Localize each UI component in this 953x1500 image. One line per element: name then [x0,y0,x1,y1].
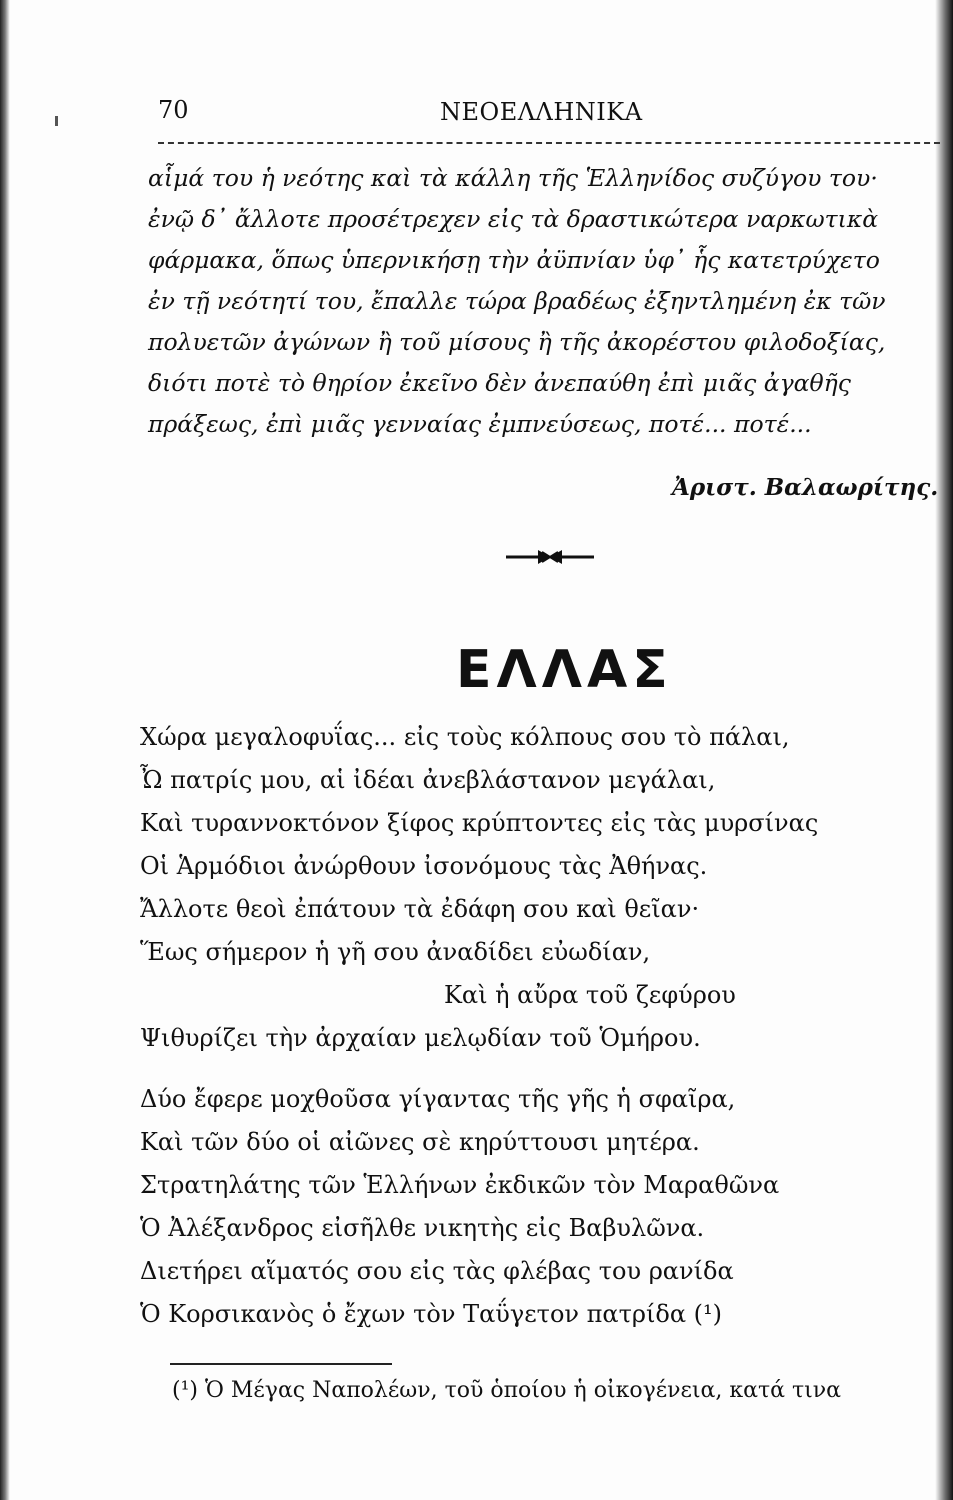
poem-title: ΕΛΛΑΣ [456,640,673,700]
page-number: 70 [158,96,189,124]
page-binding-shadow [0,0,10,1500]
poem-body [140,716,940,1336]
poem-line: Ὁ Ἀλέξανδρος εἰσῆλθε νικητὴς εἰς Βαβυλῶνα. [140,1214,705,1242]
prose-line: φάρμακα, ὅπως ὑπερνικήσῃ τὴν ἀϋπνίαν ὑφ᾽ ἧς κατετρύχετο [148,246,880,274]
prose-line: ἐν τῇ νεότητί του, ἔπαλλε τώρα βραδέως ἐξηντλημένη ἐκ τῶν [148,287,886,315]
footnote: (¹) Ὁ Μέγας Ναπολέων, τοῦ ὁποίου ἡ οἰκογένεια, κατά τινα [172,1378,842,1403]
poem-line: Καὶ τῶν δύο οἱ αἰῶνες σὲ κηρύττουσι μητέρα. [140,1128,700,1156]
prose-line: πολυετῶν ἀγώνων ἢ τοῦ μίσους ἢ τῆς ἀκορέστου φιλοδοξίας, [148,328,886,356]
prose-line: αἷμά του ἡ νεότης καὶ τὰ κάλλη τῆς Ἑλληνίδος συζύγου του· [148,164,878,192]
running-title: ΝΕΟΕΛΛΗΝΙΚΑ [440,98,643,126]
prose-block [148,158,938,445]
prose-line: διότι ποτὲ τὸ θηρίον ἐκεῖνο δὲν ἀνεπαύθη ἐπὶ μιᾶς ἀγαθῆς [148,369,851,397]
poem-line: Οἱ Ἁρμόδιοι ἀνώρθουν ἰσονόμους τὰς Ἀθήνας. [140,852,708,880]
stray-ink-mark [55,116,58,126]
page-header [158,96,938,136]
poem-line: Ἄλλοτε θεοὶ ἐπάτουν τὰ ἐδάφη σου καὶ θεῖαν· [140,895,700,923]
poem-line: Ψιθυρίζει τὴν ἀρχαίαν μελῳδίαν τοῦ Ὁμήρου. [140,1024,701,1052]
poem-line-indented: Καὶ ἡ αὔρα τοῦ ζεφύρου [444,981,736,1009]
poem-line: Ὦ πατρίς μου, αἱ ἰδέαι ἀνεβλάστανον μεγάλαι, [140,766,716,794]
ornament-divider [504,546,596,568]
poem-line: Καὶ τυραννοκτόνον ξίφος κρύπτοντες εἰς τὰς μυρσίνας [140,809,819,837]
prose-line: ἐνῷ δ᾽ ἄλλοτε προσέτρεχεν εἰς τὰ δραστικώτερα ναρκωτικὰ [148,205,879,233]
author-signature: Ἀριστ. Βαλαωρίτης. [672,474,939,501]
poem-line: Χώρα μεγαλοφυΐας... εἰς τοὺς κόλπους σου τὸ πάλαι, [140,723,790,751]
poem-line: Δύο ἔφερε μοχθοῦσα γίγαντας τῆς γῆς ἡ σφαῖρα, [140,1085,736,1113]
prose-line: πράξεως, ἐπὶ μιᾶς γενναίας ἐμπνεύσεως, ποτέ... ποτέ... [148,410,812,438]
poem-line: Διετήρει αἵματός σου εἰς τὰς φλέβας του ρανίδα [140,1257,734,1285]
footnote-divider [170,1363,392,1365]
stanza-break [140,1060,940,1078]
poem-line: Ἕως σήμερον ἡ γῆ σου ἀναδίδει εὐωδίαν, [140,938,651,966]
poem-line: Ὁ Κορσικανὸς ὁ ἔχων τὸν Ταΰγετον πατρίδα (¹) [140,1300,723,1328]
header-divider [158,142,940,144]
poem-line: Στρατηλάτης τῶν Ἑλλήνων ἐκδικῶν τὸν Μαραθῶνα [140,1171,780,1199]
